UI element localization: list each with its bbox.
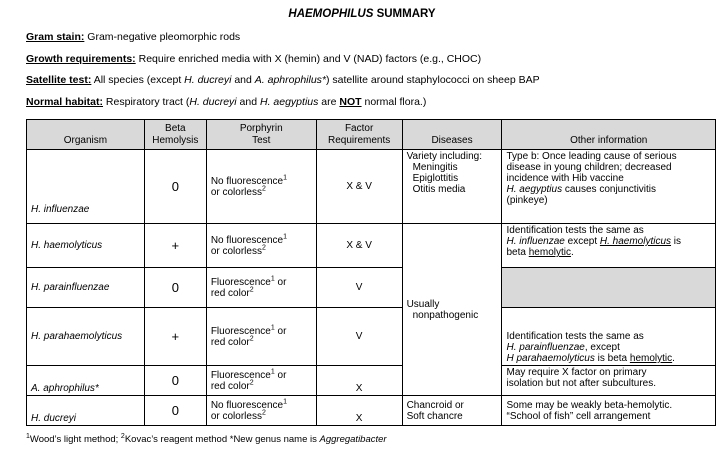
- other-info-cell: [502, 224, 716, 268]
- summary-table: [26, 119, 716, 426]
- satellite-line: [26, 74, 540, 86]
- porphyrin-cell: [206, 224, 316, 268]
- species-name: H. ducreyi: [189, 96, 237, 108]
- table-row: [27, 366, 716, 396]
- info-text: hemolytic: [528, 247, 571, 258]
- footnote-mark: 2: [261, 409, 266, 417]
- table-header-row: [27, 120, 716, 150]
- header-organism: Organism: [27, 120, 145, 150]
- species-name: H parahaemolyticus: [506, 353, 595, 364]
- porphyrin-text: Fluorescence: [210, 369, 271, 381]
- habitat-line: [26, 96, 426, 108]
- organism-cell: A. aphrophilus*: [27, 366, 145, 396]
- porphyrin-cell: [206, 150, 316, 224]
- other-info-cell: [502, 150, 716, 224]
- info-text: except: [564, 236, 600, 247]
- info-text: incidence with Hib vaccine: [506, 173, 624, 184]
- disease-text: Usually: [406, 298, 440, 310]
- species-name: A. aphrophilus*: [254, 74, 326, 86]
- species-name: H. parainfluenzae: [506, 342, 585, 353]
- genus-name: Aggregatibacter: [319, 434, 387, 445]
- other-info-cell: [502, 308, 716, 366]
- disease-text: Variety including:: [406, 151, 482, 162]
- species-name: H. influenzae: [506, 236, 565, 247]
- organism-cell: H. haemolyticus: [27, 224, 145, 268]
- factor-cell: X & V: [316, 150, 402, 224]
- footnote-mark: 1: [270, 368, 275, 376]
- porphyrin-text: red color: [210, 287, 250, 299]
- table-row: [27, 268, 716, 308]
- disease-text: Soft chancre: [406, 410, 463, 422]
- beta-cell: 0: [144, 396, 206, 426]
- footnote-mark: 1: [26, 432, 30, 440]
- beta-cell: +: [144, 224, 206, 268]
- footnote-mark: 2: [249, 286, 254, 294]
- porphyrin-text: red color: [210, 380, 250, 392]
- footnote-text: Kovac’s reagent method *New genus name is: [124, 434, 320, 445]
- header-porphyrin: [206, 120, 316, 150]
- footnote-mark: 1: [283, 174, 287, 182]
- info-text: Identification tests the same as: [506, 331, 644, 342]
- info-text: May require X factor on primary: [506, 367, 647, 378]
- growth-text: Require enriched media with X (hemin) and V (NAD) factors (e.g., CHOC): [135, 53, 482, 65]
- footnote-mark: 2: [249, 335, 254, 343]
- satellite-text: and: [231, 74, 255, 86]
- diseases-cell: [402, 150, 502, 224]
- organism-cell: H. ducreyi: [27, 396, 145, 426]
- porphyrin-text: red color: [210, 336, 250, 348]
- porphyrin-text: or: [274, 325, 287, 337]
- table-row: [27, 224, 716, 268]
- info-text: Type b: Once leading cause of serious: [506, 151, 677, 162]
- header-text: Porphyrin: [239, 123, 283, 134]
- porphyrin-text: No fluorescence: [210, 234, 284, 246]
- header-text: Hemolysis: [152, 135, 199, 146]
- info-text: disease in young children; decreased: [506, 162, 672, 173]
- disease-item: Epiglottitis: [412, 173, 459, 184]
- header-text: Factor: [344, 123, 374, 134]
- habitat-text: normal flora.): [361, 96, 427, 108]
- habitat-not: NOT: [339, 96, 362, 108]
- info-text: Some may be weakly beta-hemolytic.: [506, 399, 673, 411]
- habitat-label: Normal habitat:: [26, 96, 104, 108]
- porphyrin-text: or: [274, 369, 287, 381]
- species-name: H. ducreyi: [184, 74, 232, 86]
- info-text: causes conjunctivitis: [562, 184, 657, 195]
- footnote-mark: 2: [261, 185, 266, 193]
- factor-cell: X: [316, 366, 402, 396]
- factor-cell: V: [316, 308, 402, 366]
- table-row: [27, 308, 716, 366]
- info-text: (pinkeye): [506, 195, 548, 206]
- page-title: [0, 8, 724, 20]
- info-text: hemolytic: [629, 353, 673, 364]
- organism-cell: H. parainfluenzae: [27, 268, 145, 308]
- other-info-empty-cell: [502, 268, 716, 308]
- factor-cell: V: [316, 268, 402, 308]
- table-row: [27, 396, 716, 426]
- footnote-mark: 1: [283, 233, 287, 241]
- species-name: H. aegyptius: [506, 184, 563, 195]
- gram-stain-label: Gram stain:: [26, 31, 85, 43]
- porphyrin-text: Fluorescence: [210, 276, 271, 288]
- header-text: Requirements: [327, 135, 391, 146]
- footnote-mark: 2: [249, 379, 254, 387]
- porphyrin-text: or colorless: [210, 186, 262, 198]
- gram-stain-text: Gram-negative pleomorphic rods: [84, 31, 241, 43]
- info-text: beta: [506, 247, 529, 258]
- habitat-text: Respiratory tract (: [103, 96, 190, 108]
- header-text: Beta: [165, 123, 186, 134]
- info-text: .: [672, 353, 675, 364]
- header-factor: [316, 120, 402, 150]
- porphyrin-text: Fluorescence: [210, 325, 271, 337]
- porphyrin-text: or colorless: [210, 245, 262, 257]
- info-text: “School of fish” cell arrangement: [506, 410, 651, 422]
- info-text: , except: [584, 342, 620, 353]
- porphyrin-cell: [206, 268, 316, 308]
- growth-line: [26, 53, 481, 65]
- info-text: .: [570, 247, 574, 258]
- satellite-text: ) satellite around staphylococci on sheep BAP: [326, 74, 540, 86]
- porphyrin-text: No fluorescence: [210, 399, 284, 411]
- footnote-mark: 1: [270, 324, 275, 332]
- satellite-text: All species (except: [91, 74, 185, 86]
- porphyrin-text: or: [274, 276, 287, 288]
- disease-item: Otitis media: [412, 184, 466, 195]
- footnote-mark: 1: [270, 275, 275, 283]
- title-genus: HAEMOPHILUS: [288, 8, 374, 20]
- gram-stain-line: [26, 31, 240, 43]
- other-info-cell: [502, 366, 716, 396]
- header-other: Other information: [502, 120, 716, 150]
- info-text: is: [671, 236, 682, 247]
- header-beta: [144, 120, 206, 150]
- porphyrin-cell: [206, 366, 316, 396]
- info-text: isolation but not after subcultures.: [506, 378, 657, 389]
- footnote-mark: 2: [120, 432, 125, 440]
- factor-cell: X: [316, 396, 402, 426]
- porphyrin-text: or colorless: [210, 410, 262, 422]
- beta-cell: 0: [144, 268, 206, 308]
- porphyrin-cell: [206, 396, 316, 426]
- beta-cell: 0: [144, 366, 206, 396]
- footnote-text: Wood’s light method;: [29, 434, 121, 445]
- header-text: Test: [252, 135, 271, 146]
- disease-text: Chancroid or: [406, 399, 464, 411]
- disease-text: nonpathogenic: [412, 309, 479, 321]
- beta-cell: +: [144, 308, 206, 366]
- footnote-mark: 1: [283, 398, 287, 406]
- satellite-label: Satellite test:: [26, 74, 92, 86]
- porphyrin-cell: [206, 308, 316, 366]
- footnote: [26, 434, 387, 445]
- growth-label: Growth requirements:: [26, 53, 136, 65]
- table-row: [27, 150, 716, 224]
- organism-cell: H. influenzae: [27, 150, 145, 224]
- organism-cell: H. parahaemolyticus: [27, 308, 145, 366]
- beta-cell: 0: [144, 150, 206, 224]
- diseases-cell: [402, 396, 502, 426]
- info-text: Identification tests the same as: [506, 225, 644, 236]
- habitat-text: are: [318, 96, 340, 108]
- footnote-mark: 2: [261, 244, 266, 252]
- info-text: is beta: [594, 353, 630, 364]
- factor-cell: X & V: [316, 224, 402, 268]
- header-diseases: Diseases: [402, 120, 502, 150]
- disease-item: Meningitis: [412, 162, 458, 173]
- title-rest: SUMMARY: [373, 8, 436, 20]
- species-name: H. aegyptius: [260, 96, 319, 108]
- diseases-cell: [402, 224, 502, 396]
- species-name: H. haemolyticus: [599, 236, 672, 247]
- habitat-text: and: [236, 96, 260, 108]
- other-info-cell: [502, 396, 716, 426]
- porphyrin-text: No fluorescence: [210, 175, 284, 187]
